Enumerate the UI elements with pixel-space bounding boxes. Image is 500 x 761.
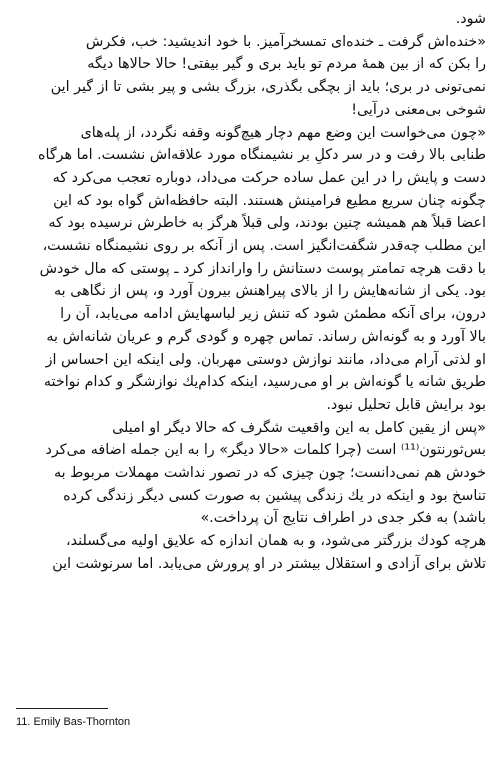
paragraph-2 bbox=[16, 31, 486, 122]
text-line: باشد) به فکر جدی در اطراف نتایج آن پرداخت.» bbox=[200, 510, 486, 527]
text-line: این مطلب چه‌قدر شگفت‌انگیز است. پس از آنکه بر روی نشیمنگاه نشست، bbox=[42, 238, 486, 255]
text-line: شوخی بی‌معنی درآیی! bbox=[351, 101, 486, 118]
text-line: شود. bbox=[455, 11, 486, 27]
text-line: بود. یکی از شانه‌هایش را از بالای پیراهنش بیرون آورد و، پس از نگاهی به bbox=[54, 283, 486, 300]
footnote: 11. Emily Bas-Thornton bbox=[16, 716, 131, 728]
text-line: نمی‌تونی در بری؛ باید از بچگی بگذری، بزرگ بشی و پیر بشی تا از گیر این bbox=[50, 79, 486, 96]
text-line: تناسخ بود و اینکه در یك زندگی پیشین به صورت کسی دیگر زندگی کرده bbox=[63, 487, 486, 504]
text-line: بود برایش قابل تحلیل نبود. bbox=[326, 396, 486, 413]
body-text bbox=[16, 8, 486, 576]
text-line: طریق شانه یا گونه‌اش بر او می‌رسید، اینکه کدام‌یك نوازشگر و کدام نواخته bbox=[43, 374, 486, 391]
text-line: «پس از یقین کامل به این واقعیت شگرف که حالا دیگر او امیلی bbox=[112, 419, 486, 436]
paragraph-3 bbox=[16, 122, 486, 417]
text-line: «چون می‌خواست این وضع مهم دچار هیچ‌گونه وقفه نگردد، از پله‌های bbox=[80, 124, 486, 141]
text-line: چگونه چنان سریع مطیع فرامینش هستند. البته حافظه‌اش گواه بود که این bbox=[53, 192, 486, 209]
text-line: را بکن که از بین همهٔ مردم تو باید بری و گیر بیفتی! حالا حالاها دیگه bbox=[87, 56, 486, 73]
text-line: خودش هم نمی‌دانست؛ چون چیزی که در تصور نداشت مهملات مربوط به bbox=[53, 465, 486, 482]
text-line: بالا آورد و به گونه‌اش رساند. تماس چهره و گودی گرم و عریان شانه‌اش به bbox=[46, 328, 486, 345]
text-line: اعضا قبلاً هم همیشه چنین بودند، ولی قبلاً هرگز به خاطرش نرسیده بود که bbox=[48, 215, 486, 232]
text-line: طنابی بالا رفت و در سر دکلِ بر نشیمنگاه مورد علاقه‌اش نشست. اما هرگاه bbox=[37, 147, 486, 164]
text-line: هرچه کودك بزرگتر می‌شود، و به همان اندازه که علایق اولیه می‌گسلند، bbox=[66, 533, 486, 550]
paragraph-5 bbox=[16, 530, 486, 575]
footnote-divider bbox=[16, 708, 108, 709]
text-line: «خنده‌اش گرفت ـ خنده‌ای تمسخرآمیز. با خود اندیشید: خب، فکرش bbox=[85, 33, 486, 50]
text-line: او لذتی آرام می‌داد، مانند نوازش دوستی مهربان. ولی اینکه این احساس از bbox=[45, 351, 486, 368]
paragraph-1 bbox=[16, 8, 486, 31]
text-line: دست و پایش را در این عمل ساده حرکت می‌داد، دوباره تعجب می‌کرد که bbox=[52, 169, 486, 186]
text-line: تلاش برای آزادی و استقلال بیشتر در او پرورش می‌یابد. اما سرنوشت این bbox=[52, 555, 486, 572]
text-line: بس‌ثورنتون⁽¹¹⁾ است (چرا کلمات «حالا دیگر» را به این جمله اضافه می‌کرد bbox=[45, 442, 486, 459]
text-line: با دقت هرچه تمامتر پوست دستانش را وارانداز کرد ـ پوستی که مال خودش bbox=[39, 260, 486, 277]
text-line: درون، برای آنکه مطمئن شود که تنش زیر لباسهایش ادامه می‌یابد، آن را bbox=[60, 306, 486, 323]
document-page bbox=[16, 8, 486, 728]
paragraph-4 bbox=[16, 417, 486, 531]
